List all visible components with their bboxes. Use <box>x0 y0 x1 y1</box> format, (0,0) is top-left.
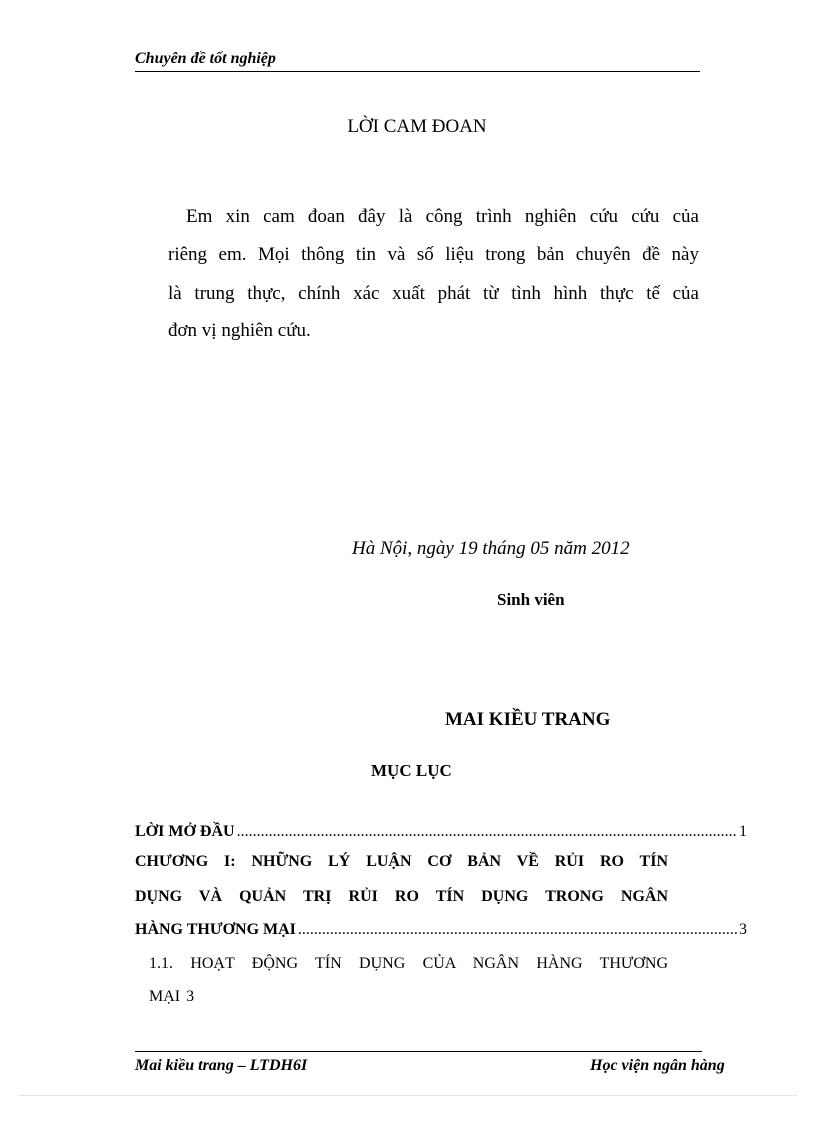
toc-entry-chapter1[interactable] <box>135 921 747 939</box>
footer-institution: Học viện ngân hàng <box>590 1057 725 1074</box>
student-label: Sinh viên <box>497 590 565 609</box>
page-bottom-edge <box>20 1095 796 1096</box>
toc-entry-page: 3 <box>739 921 747 938</box>
footer-author: Mai kiều trang – LTDH6I <box>135 1057 308 1074</box>
footer-divider <box>135 1051 702 1052</box>
toc-chapter1-line-2[interactable]: DỤNG VÀ QUẢN TRỊ RỦI RO TÍN DỤNG TRONG NGÂN <box>135 888 668 905</box>
running-header: Chuyên đề tốt nghiệp <box>135 50 276 67</box>
toc-entry-section-1-1[interactable] <box>149 988 194 1006</box>
toc-entry-page: 3 <box>186 988 195 1005</box>
toc-entry-intro[interactable] <box>135 823 747 841</box>
commitment-title: LỜI CAM ĐOAN <box>347 116 487 137</box>
commitment-line-1: Em xin cam đoan đây là công trình nghiên cứu cứu của <box>186 206 699 227</box>
toc-entry-label: LỜI MỞ ĐẦU <box>135 823 235 840</box>
toc-chapter1-line-1[interactable]: CHƯƠNG I: NHỮNG LÝ LUẬN CƠ BẢN VỀ RỦI RO TÍN <box>135 853 668 870</box>
toc-title: MỤC LỤC <box>371 761 452 780</box>
commitment-line-3: là trung thực, chính xác xuất phát từ tình hình thực tế của <box>168 283 699 304</box>
commitment-line-4: đơn vị nghiên cứu. <box>168 320 311 341</box>
commitment-line-2: riêng em. Mọi thông tin và số liệu trong bản chuyên đề này <box>168 244 699 265</box>
toc-chapter1-line-3: HÀNG THƯƠNG MẠI <box>135 921 296 938</box>
student-name: MAI KIỀU TRANG <box>445 709 611 730</box>
toc-entry-page: 1 <box>739 823 747 840</box>
toc-section-1-1-line-2: MẠI <box>149 988 181 1005</box>
toc-leader-dots <box>298 921 737 939</box>
header-divider <box>135 71 700 72</box>
toc-leader-dots <box>237 823 737 841</box>
signature-date: Hà Nội, ngày 19 tháng 05 năm 2012 <box>352 538 630 559</box>
toc-section-1-1-line-1[interactable]: 1.1. HOẠT ĐỘNG TÍN DỤNG CỦA NGÂN HÀNG THƯƠNG <box>149 955 668 972</box>
